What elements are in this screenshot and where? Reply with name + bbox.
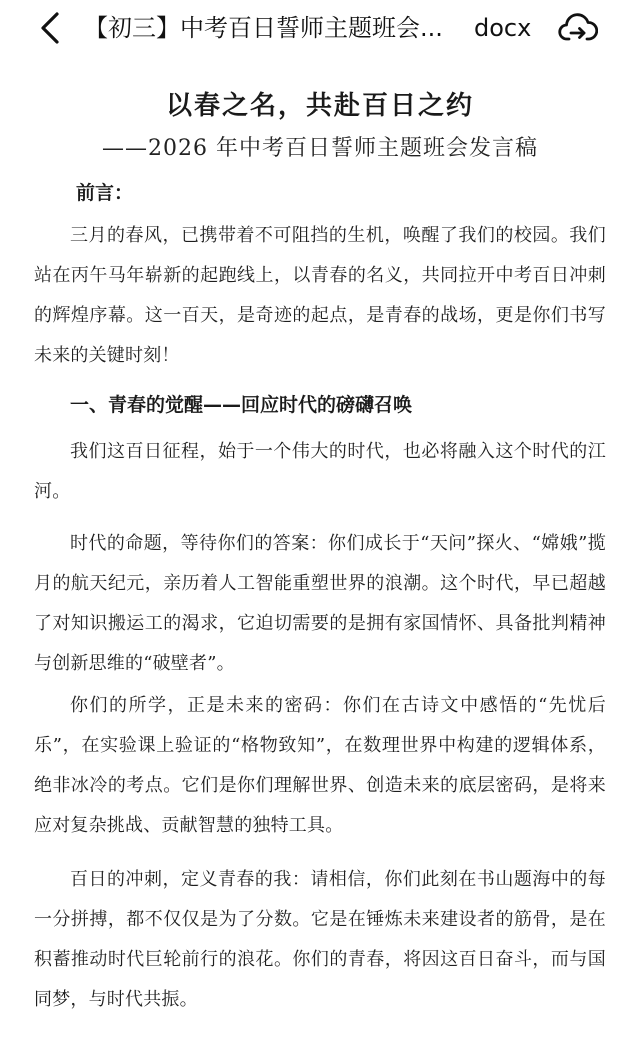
document-body[interactable]: [0, 72, 640, 1057]
body-paragraph: 百日的冲刺，定义青春的我：请相信，你们此刻在书山题海中的每一分拼搏，都不仅仅是为了分数。它是在锤炼未来建设者的筋骨，是在积蓄推动时代巨轮前行的浪花。你们的青春，将因这百日奋斗，而与国同梦，与时代共振。: [34, 869, 606, 1010]
document-title: 【初三】中考百日誓师主题班会...: [84, 14, 443, 42]
document-main-title: 以春之名，共赴百日之约: [165, 91, 474, 121]
chevron-left-icon: [36, 11, 64, 45]
preface-paragraph: 三月的春风，已携带着不可阻挡的生机，唤醒了我们的校园。我们站在丙午马年崭新的起跑线上，以青春的名义，共同拉开中考百日冲刺的辉煌序幕。这一百天，是奇迹的起点，是青春的战场，更是你们书写未来的关键时刻！: [34, 225, 606, 366]
back-button[interactable]: [30, 8, 70, 48]
body-paragraph: 我们这百日征程，始于一个伟大的时代，也必将融入这个时代的江河。: [34, 441, 606, 502]
top-bar: [0, 0, 640, 56]
document-subtitle: ——2026 年中考百日誓师主题班会发言稿: [102, 136, 538, 161]
cloud-sync-button[interactable]: [556, 6, 600, 50]
cloud-sync-icon: [558, 12, 598, 44]
body-paragraph: 时代的命题，等待你们的答案：你们成长于“天问”探火、“嫦娥”揽月的航天纪元，亲历着人工智能重塑世界的浪潮。这个时代，早已超越了对知识搬运工的渴求，它迫切需要的是拥有家国情怀、具备批判精神与创新思维的“破壁者”。: [34, 533, 606, 674]
body-paragraph: 你们的所学，正是未来的密码：你们在古诗文中感悟的“先忧后乐”，在实验课上验证的“格物致知”，在数理世界中构建的逻辑体系，绝非冰冷的考点。它们是你们理解世界、创造未来的底层密码，是将来应对复杂挑战、贡献智慧的独特工具。: [34, 695, 606, 836]
file-extension: docx: [474, 14, 532, 42]
preface-heading: 前言：: [76, 182, 134, 204]
section-heading: 一、青春的觉醒——回应时代的磅礴召唤: [70, 394, 413, 416]
